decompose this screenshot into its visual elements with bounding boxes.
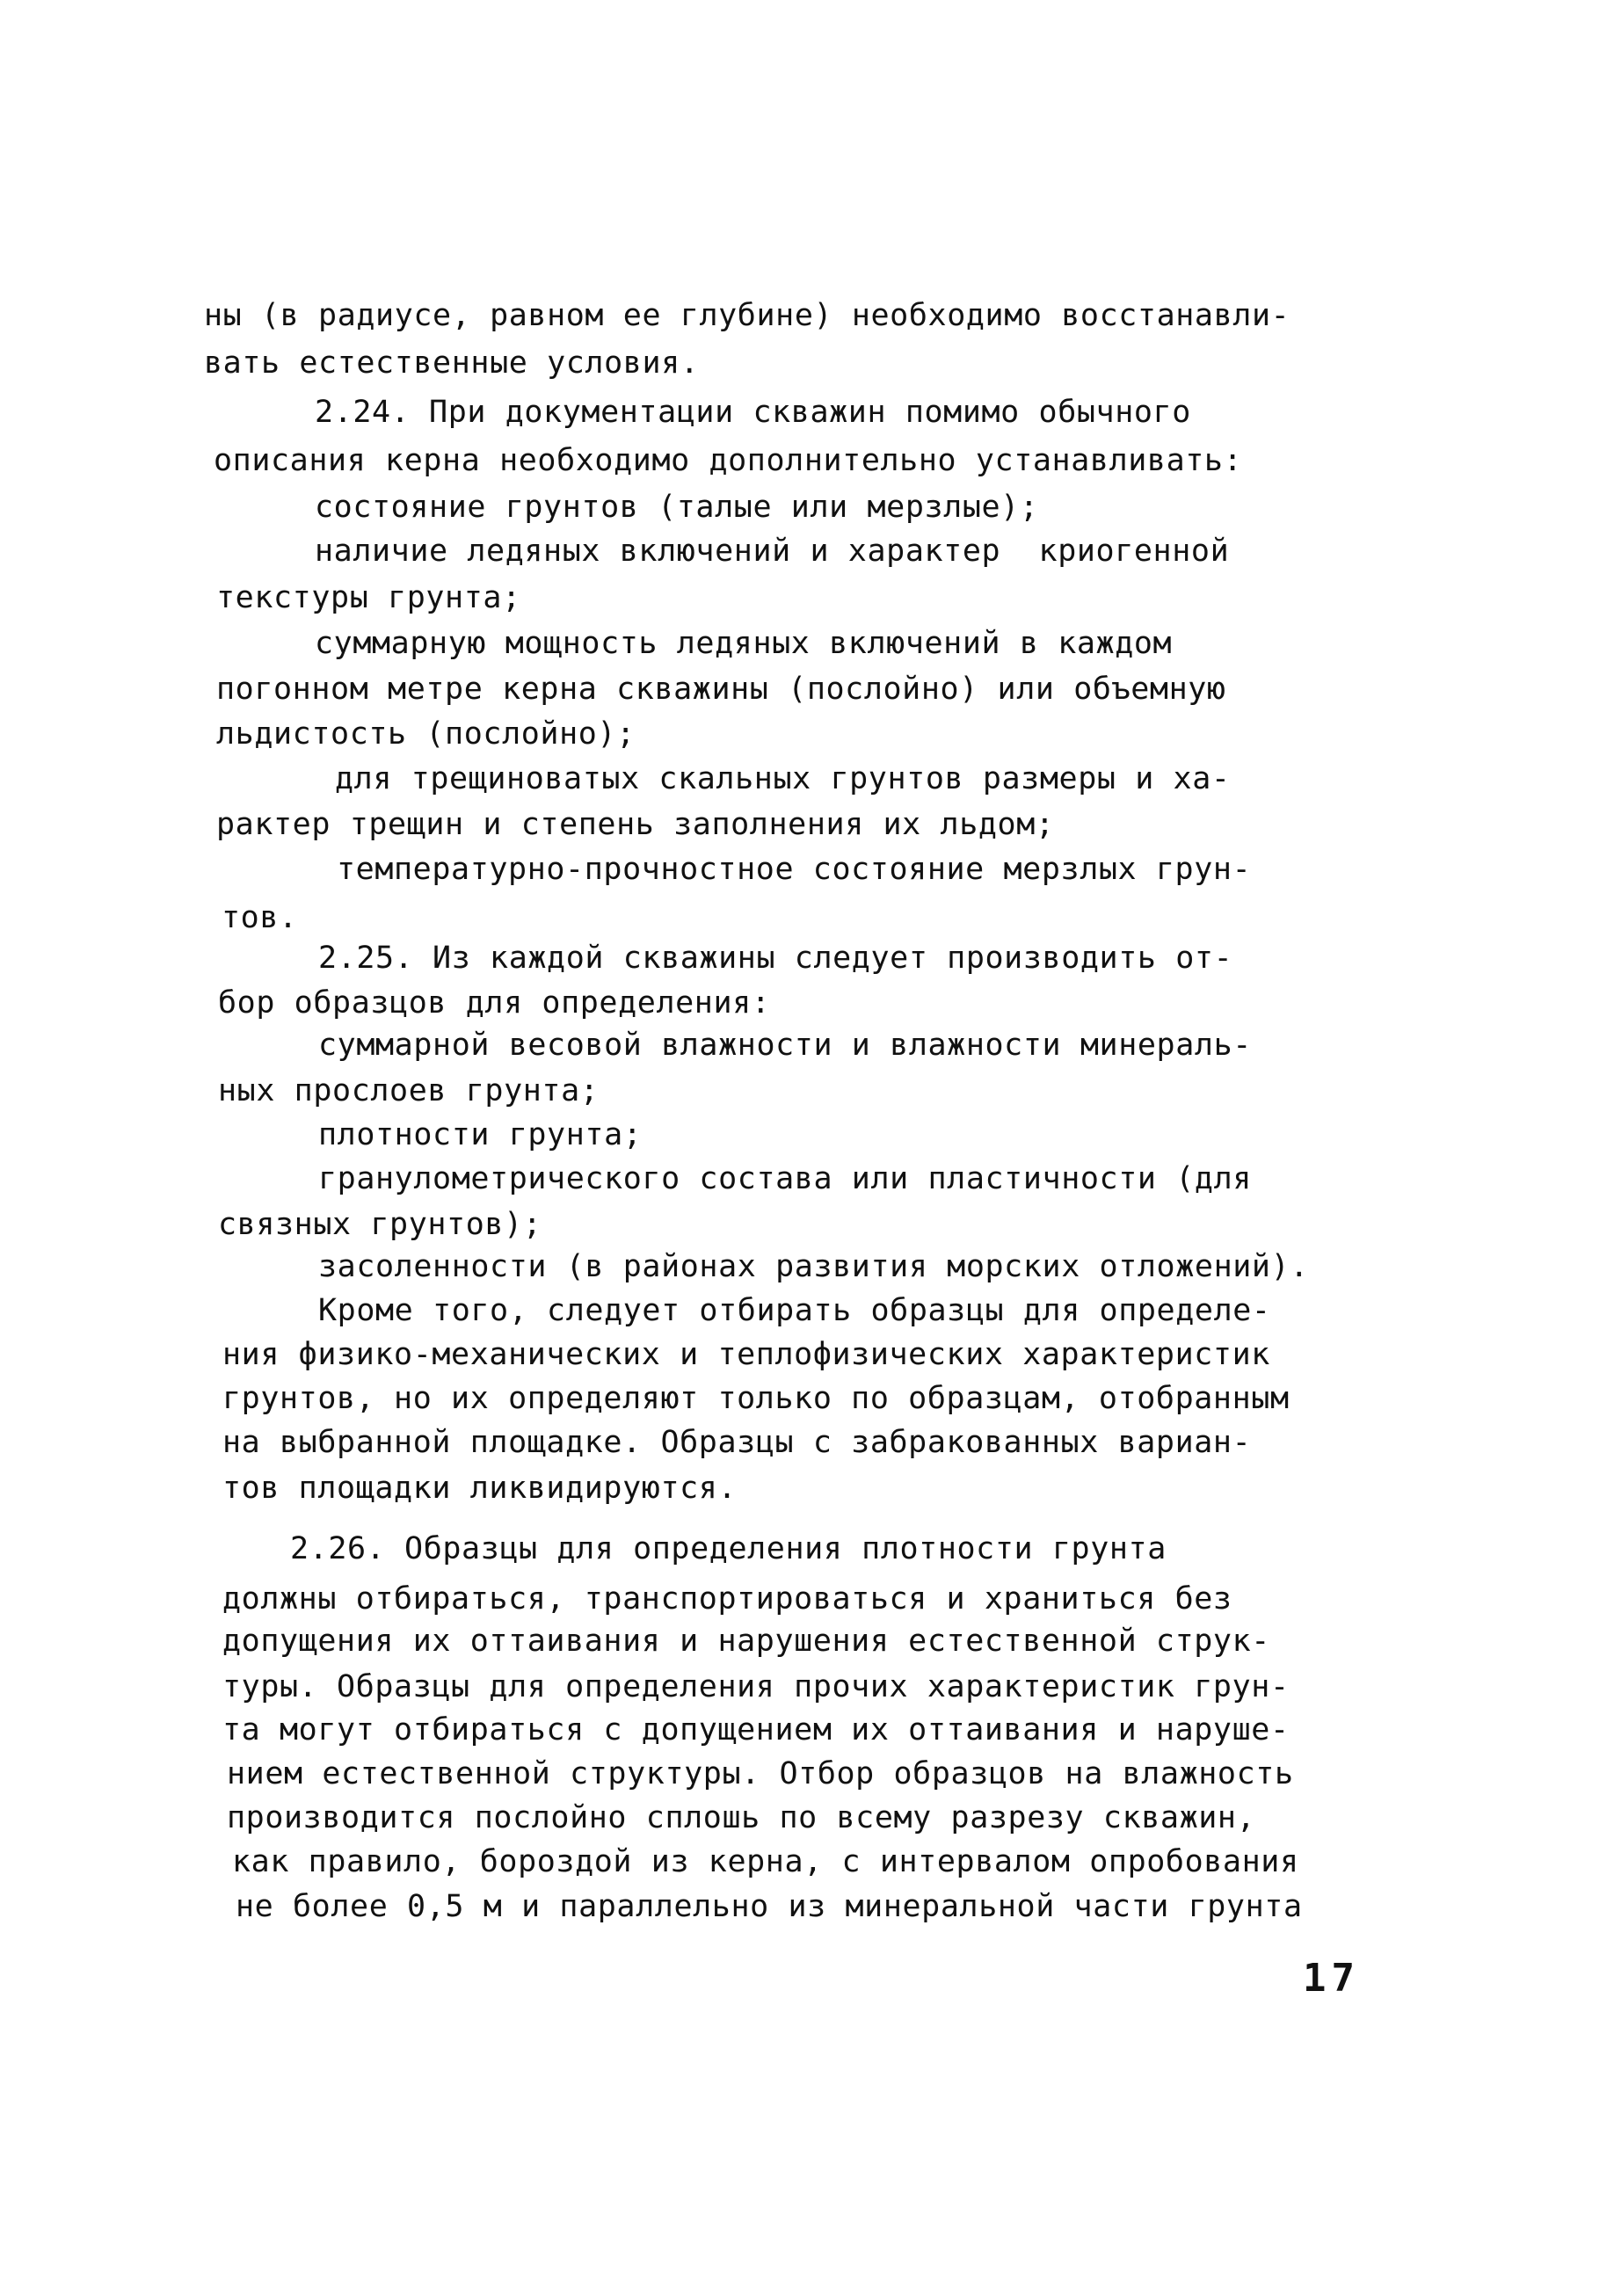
text-line: бор образцов для определения:	[218, 985, 771, 1021]
text-line: состояние грунтов (талые или мерзлые);	[315, 490, 1039, 525]
text-line: должны отбираться, транспортироваться и храниться без	[222, 1581, 1232, 1617]
text-line: 2.25. Из каждой скважины следует производить от-	[318, 941, 1233, 976]
text-line: вать естественные условия.	[204, 345, 700, 381]
text-line: ны (в радиусе, равном ее глубине) необходимо восстанавли-	[204, 298, 1290, 333]
text-line: плотности грунта;	[318, 1117, 643, 1152]
text-line: на выбранной площадке. Образцы с забракованных вариан-	[222, 1425, 1252, 1460]
text-line: рактер трещин и степень заполнения их льдом;	[216, 807, 1055, 842]
text-line: Кроме того, следует отбирать образцы для определе-	[318, 1293, 1271, 1328]
text-line: 2.24. При документации скважин помимо обычного	[315, 395, 1191, 430]
text-line: суммарной весовой влажности и влажности минераль-	[318, 1028, 1252, 1063]
text-line: нием естественной структуры. Отбор образцов на влажность	[227, 1756, 1294, 1791]
text-line: засоленности (в районах развития морских отложений).	[318, 1249, 1309, 1284]
text-line: производится послойно сплошь по всему разрезу скважин,	[227, 1800, 1256, 1835]
text-line: как правило, бороздой из керна, с интервалом опробования	[232, 1844, 1299, 1879]
text-line: температурно-прочностное состояние мерзлых грун-	[337, 852, 1252, 887]
text-line: допущения их оттаивания и нарушения естественной струк-	[222, 1624, 1270, 1659]
text-line: грунтов, но их определяют только по образцам, отобранным	[222, 1381, 1290, 1416]
text-line: тов.	[222, 900, 298, 935]
text-line: текстуры грунта;	[216, 580, 521, 615]
text-line: ния физико-механических и теплофизических характеристик	[222, 1337, 1270, 1372]
text-line: суммарную мощность ледяных включений в каждом	[315, 626, 1173, 661]
text-line: не более 0,5 м и параллельно из минеральной части грунта	[236, 1889, 1303, 1924]
text-line: туры. Образцы для определения прочих характеристик грун-	[222, 1669, 1290, 1704]
text-line: гранулометрического состава или пластичности (для	[318, 1161, 1252, 1196]
text-line: погонном метре керна скважины (послойно) или объемную	[216, 672, 1226, 707]
text-line: ных прослоев грунта;	[218, 1073, 600, 1108]
text-line: связных грунтов);	[218, 1207, 542, 1242]
text-line: 2.26. Образцы для определения плотности грунта	[290, 1531, 1167, 1566]
text-line: для трещиноватых скальных грунтов размеры и ха-	[335, 761, 1231, 796]
text-line: описания керна необходимо дополнительно устанавливать:	[214, 443, 1243, 478]
page-number: 17	[1303, 1956, 1360, 2001]
text-line: та могут отбираться с допущением их оттаивания и наруше-	[222, 1712, 1290, 1747]
text-line: наличие ледяных включений и характер криогенной	[315, 534, 1230, 569]
text-line: тов площадки ликвидируются.	[222, 1471, 738, 1506]
text-line: льдистость (послойно);	[216, 716, 636, 752]
